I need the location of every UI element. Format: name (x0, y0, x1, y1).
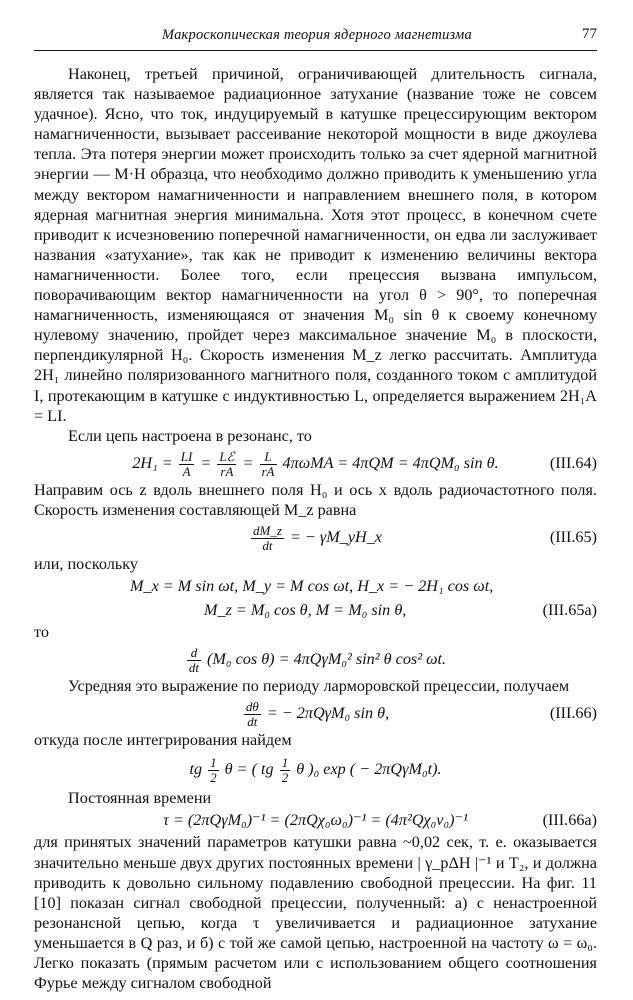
equation-number: (III.65) (549, 527, 597, 546)
eq64-lhs: 2H₁ = (132, 453, 173, 472)
running-title: Макроскопическая теория ядерного магнетизма (162, 27, 472, 43)
paragraph-time-constant: Постоянная времени (68, 789, 212, 808)
half-fraction: $\frac{1}{2}$ (210, 755, 217, 786)
equation-tg: tg $\frac{1}{2}$ θ = ( tg $\frac{1}{2}$ θ )₀ exp ( − 2πQγM₀t). (189, 755, 442, 786)
paragraph-then: то (34, 623, 49, 642)
equation-number: (III.64) (549, 453, 597, 472)
paragraph-since: или, поскольку (34, 554, 138, 573)
paragraph-integration: откуда после интегрирования найдем (34, 731, 292, 750)
eq64-fraction-3: $\frac{L}{rA}$ (261, 448, 275, 479)
equation-III-64: 2H₁ = $\frac{LI}{A}$ = $\frac{\text{Lℰ}}{rA}$ = $\frac{L}{rA}$ 4πωMA = 4πQM = 4πQM₀ sin θ. (III.64) (34, 446, 597, 480)
eq65-fraction: $\frac{dM\_z}{dt}$ (253, 522, 282, 553)
equation-III-66: $\frac{d\theta}{dt}$ = − 2πQγM₀ sin θ, (III.66) (34, 696, 597, 730)
page-header (34, 24, 597, 51)
text-body (34, 64, 597, 993)
equation-III-66a: τ = (2πQγM₀)⁻¹ = (2πQχ₀ω₀)⁻¹ = (4π²Qχ₀ν₀)⁻¹ (III.66a) (34, 808, 597, 832)
eq64-fraction-1: $\frac{LI}{A}$ (180, 448, 193, 479)
equation-III-65a-line-1: M_x = M sin ωt, M_y = M cos ωt, H_x = − 2H₁ cos ωt, (130, 577, 494, 596)
paragraph-axes: Направим ось z вдоль внешнего поля H₀ и ось x вдоль радиочастотного поля. Скорость изменения составляющей M_z равна (34, 480, 597, 519)
equation-number: (III.65a) (542, 601, 597, 620)
equation-dmz-dt: $\frac{d}{dt}$ (M₀ cos θ) = 4πQγM₀² sin² θ cos² ωt. (188, 644, 447, 675)
paragraph-coil-parameters: для принятых значений параметров катушки равна ~0,02 сек, т. е. оказывается значительно меньше двух других постоянных времени | γ_pΔH |⁻¹ и T₂, и должна приводить к довольно сильному подавлению свободной прецессии. На фиг. 11 [10] показан сигнал свободной прецессии, полученный: а) с ненастроенной резонансной цепью, когда τ увеличивается и радиационное затухание уменьшается в Q раз, и б) с той же самой цепью, настроенной на частоту ω = ω₀. Легко показать (прямым расчетом или с использованием общего соотношения Фурье между сигналом свободной (34, 833, 597, 993)
equation-number: (III.66a) (542, 811, 597, 830)
page-number: 77 (582, 26, 597, 42)
paragraph-radiation-damping: Наконец, третьей причиной, ограничивающей длительность сигнала, является так называемое радиационное затухание (название тоже не совсем удачное). Ясно, что ток, индуцируемый в катушке прецессирующим вектором намагниченности, вызывает рассеивание некоторой мощности в виде джоулева тепла. Эта потеря энергии может происходить только за счет ядерной магнитной энергии — M·H образца, что необходимо должно приводить к уменьшению угла между вектором намагниченности и направлением внешнего поля, в котором ядерная магнитная энергия минимальна. Хотя этот процесс, в конечном счете приводит к исчезновению поперечной намагниченности, он едва ли заслуживает названия «затухание», так как не приводит к изменению величины вектора намагниченности. Более того, если прецессия вызвана импульсом, поворачивающим вектор намагниченности на угол θ > 90°, то поперечная намагниченность, изменяющаяся от значения M₀ sin θ к своему конечному нулевому значению, пройдет через максимальное значение M₀ в плоскости, перпендикулярной H₀. Скорость изменения M_z легко рассчитать. Амплитуда 2H₁ линейно поляризованного магнитного поля, созданного током с амплитудой I, протекающим в катушке с индуктивностью L, определяется выражением 2H₁A = LI. (34, 65, 597, 425)
eq66-fraction: $\frac{d\theta}{dt}$ (245, 699, 259, 730)
paragraph-resonance: Если цепь настроена в резонанс, то (68, 426, 312, 445)
equation-number: (III.66) (549, 704, 597, 723)
paragraph-averaging: Усредняя это выражение по периоду ларморовской прецессии, получаем (68, 677, 570, 696)
eq-dt-fraction: $\frac{d}{dt}$ (188, 644, 199, 675)
half-fraction: $\frac{1}{2}$ (281, 755, 289, 786)
equation-III-65a-line-2: M_z = M₀ cos θ, M = M₀ sin θ, (III.65a) (34, 598, 597, 622)
eq64-fraction-2: $\frac{\text{Lℰ}}{rA}$ (219, 448, 235, 479)
eq65-rhs: = − γM_yH_x (289, 527, 382, 546)
equation-III-65 (34, 520, 597, 554)
eq64-rhs: 4πωMA = 4πQM = 4πQM₀ sin θ. (282, 453, 499, 472)
